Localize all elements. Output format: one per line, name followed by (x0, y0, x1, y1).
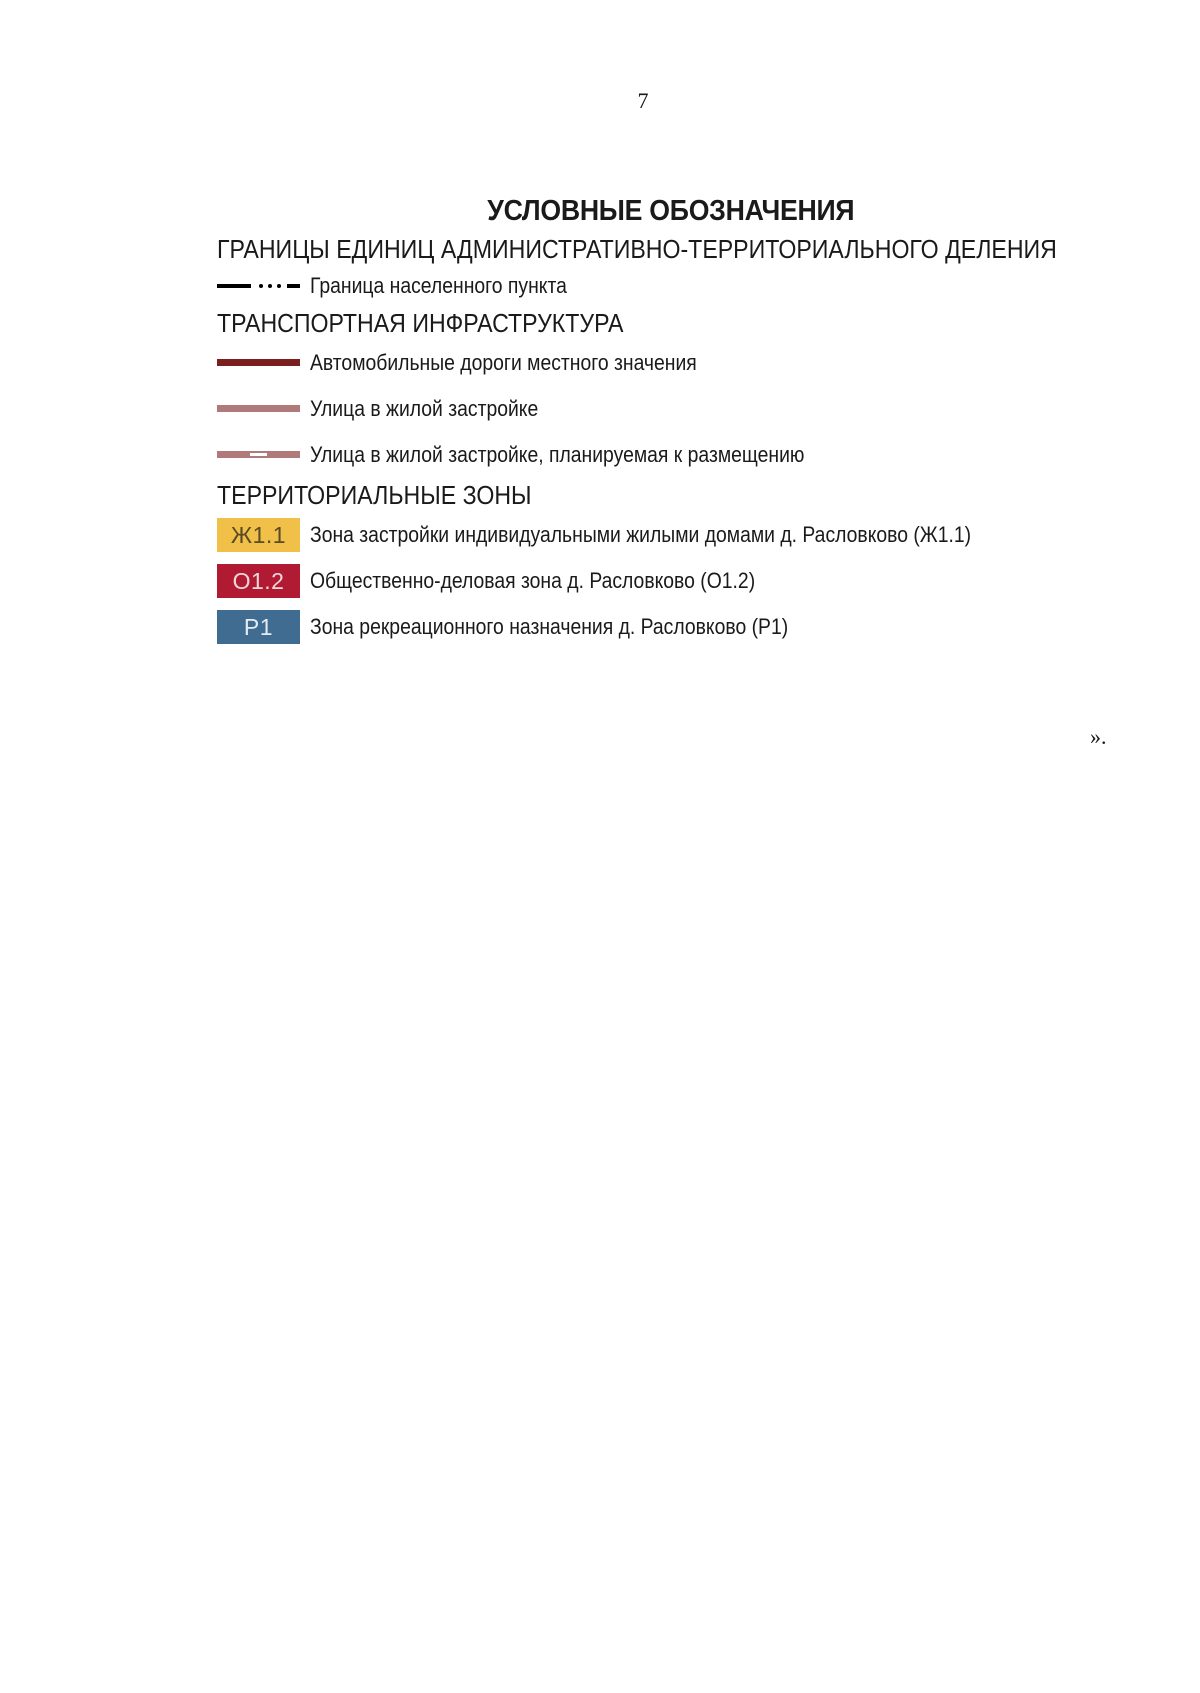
page-number: 7 (637, 88, 649, 113)
legend-item-zone-r1 (217, 604, 1097, 650)
section-title-transport: ТРАНСПОРТНАЯ ИНФРАСТРУКТУРА (217, 308, 624, 338)
zone-r1-swatch: Р1 (217, 610, 300, 644)
legend-item-settlement-boundary (217, 266, 1097, 306)
zone-o12-swatch: О1.2 (217, 564, 300, 598)
legend-item-zone-o12 (217, 558, 1097, 604)
legend-item-label: Зона застройки индивидуальными жилыми домами д. Расловково (Ж1.1) (310, 522, 972, 547)
legend-item-label: Общественно-деловая зона д. Расловково (О1.2) (310, 568, 756, 593)
legend-item-label: Улица в жилой застройке (310, 396, 539, 421)
legend-item-label: Автомобильные дороги местного значения (310, 350, 697, 375)
legend (217, 194, 1097, 650)
residential-street-line-symbol (217, 393, 300, 425)
section-title-admin-boundaries: ГРАНИЦЫ ЕДИНИЦ АДМИНИСТРАТИВНО-ТЕРРИТОРИАЛЬНОГО ДЕЛЕНИЯ (217, 234, 1057, 264)
legend-item-label: Зона рекреационного назначения д. Расловково (Р1) (310, 614, 789, 639)
settlement-boundary-line-symbol (217, 270, 300, 302)
legend-item-local-roads (217, 340, 1097, 386)
local-road-line-symbol (217, 347, 300, 379)
zone-zh11-swatch: Ж1.1 (217, 518, 300, 552)
planned-street-line-symbol (217, 439, 300, 471)
legend-title: УСЛОВНЫЕ ОБОЗНАЧЕНИЯ (487, 195, 855, 227)
closing-quote-mark: ». (1090, 724, 1107, 749)
legend-item-label: Улица в жилой застройке, планируемая к размещению (310, 442, 805, 467)
legend-item-zone-zh11 (217, 512, 1097, 558)
section-title-zones: ТЕРРИТОРИАЛЬНЫЕ ЗОНЫ (217, 480, 532, 510)
legend-item-residential-street (217, 386, 1097, 432)
legend-item-planned-street (217, 432, 1097, 478)
legend-item-label: Граница населенного пункта (310, 273, 567, 298)
